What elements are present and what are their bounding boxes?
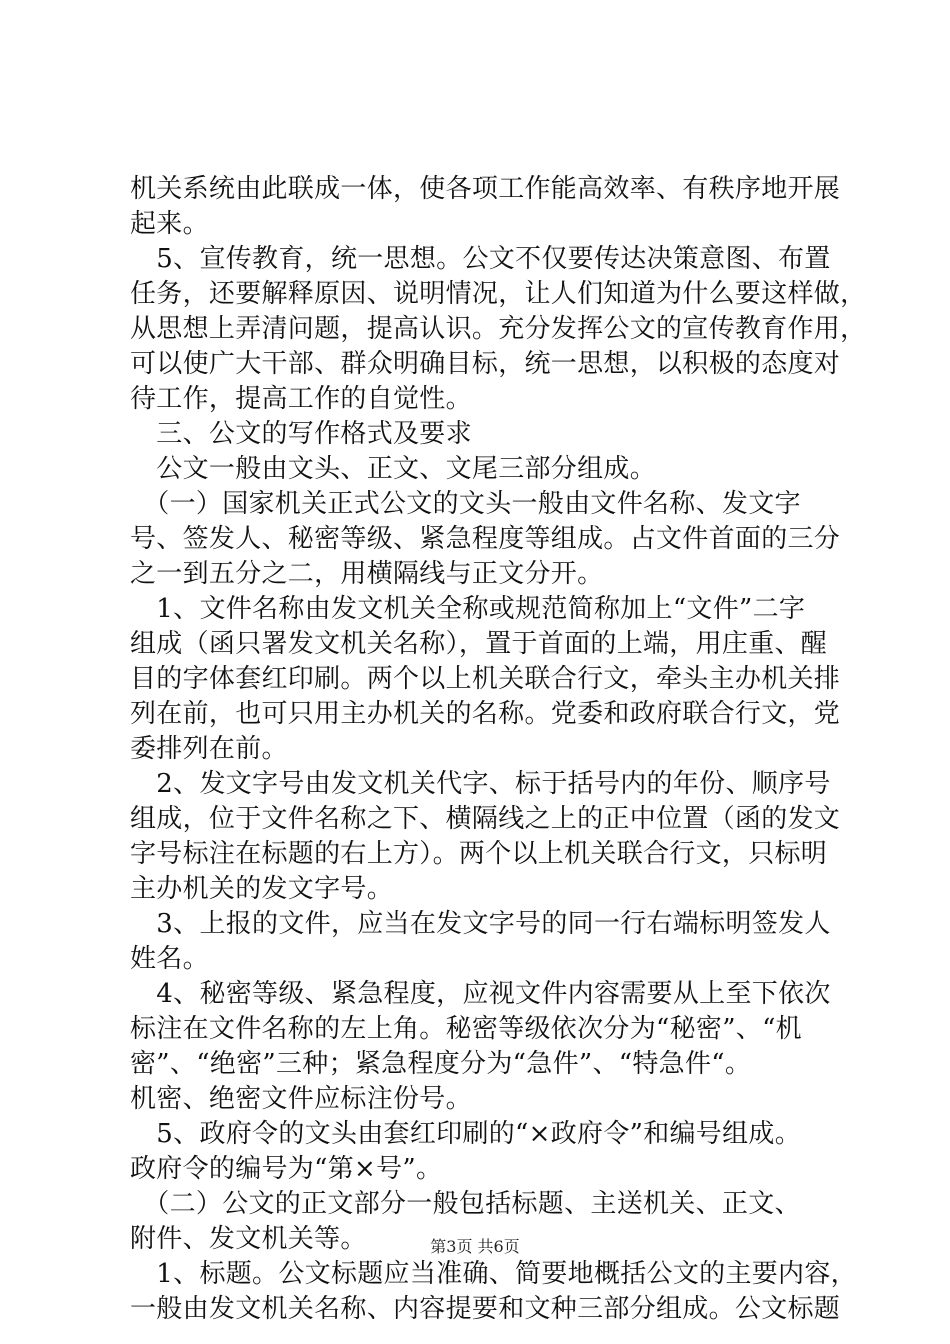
- text-line: 姓名。: [130, 944, 209, 974]
- text-line: 待工作，提高工作的自觉性。: [130, 384, 472, 414]
- text-line: 组成（函只署发文机关名称），置于首面的上端，用庄重、醒: [130, 629, 828, 659]
- text-line: （一）国家机关正式公文的文头一般由文件名称、发文字: [130, 489, 801, 519]
- text-line: 机密、绝密文件应标注份号。: [130, 1084, 472, 1114]
- text-line: 之一到五分之二，用横隔线与正文分开。: [130, 559, 604, 589]
- text-line: 委排列在前。: [130, 734, 288, 764]
- text-line: 主办机关的发文字号。: [130, 874, 394, 904]
- text-line: 机关系统由此联成一体，使各项工作能高效率、有秩序地开展: [130, 174, 841, 204]
- text-line: 公文一般由文头、正文、文尾三部分组成。: [130, 454, 657, 484]
- text-line: 列在前，也可只用主办机关的名称。党委和政府联合行文，党: [130, 699, 841, 729]
- text-line: 目的字体套红印刷。两个以上机关联合行文，牵头主办机关排: [130, 664, 841, 694]
- text-line: 字号标注在标题的右上方）。两个以上机关联合行文，只标明: [130, 839, 828, 869]
- text-line: 三、公文的写作格式及要求: [130, 419, 472, 449]
- document-body: [130, 172, 867, 1327]
- text-line: 1、文件名称由发文机关全称或规范简称加上“文件”二字: [130, 594, 806, 624]
- text-line: 3、上报的文件，应当在发文字号的同一行右端标明签发人: [130, 909, 831, 939]
- text-line: 密”、“绝密”三种；紧急程度分为“急件”、“特急件“。: [130, 1049, 752, 1079]
- text-line: 一般由发文机关名称、内容提要和文种三部分组成。公文标题: [130, 1294, 841, 1324]
- text-line: 1、标题。公文标题应当准确、简要地概括公文的主要内容，: [130, 1259, 857, 1289]
- text-line: 5、政府令的文头由套红印刷的“×政府令”和编号组成。: [130, 1119, 802, 1149]
- text-line: 任务，还要解释原因、说明情况，让人们知道为什么要这样做，: [130, 279, 867, 309]
- text-line: 4、秘密等级、紧急程度，应视文件内容需要从上至下依次: [130, 979, 831, 1009]
- text-line: （二）公文的正文部分一般包括标题、主送机关、正文、: [130, 1189, 801, 1219]
- page-footer: [0, 1236, 950, 1258]
- text-line: 起来。: [130, 209, 209, 239]
- text-line: 附件、发文机关等。: [130, 1224, 367, 1254]
- text-line: 从思想上弄清问题，提高认识。充分发挥公文的宣传教育作用，: [130, 314, 867, 344]
- text-line: 5、宣传教育，统一思想。公文不仅要传达决策意图、布置: [130, 244, 831, 274]
- text-line: 号、签发人、秘密等级、紧急程度等组成。占文件首面的三分: [130, 524, 841, 554]
- text-line: 政府令的编号为“第×号”。: [130, 1154, 443, 1184]
- text-line: 2、发文字号由发文机关代字、标于括号内的年份、顺序号: [130, 769, 831, 799]
- text-line: 组成，位于文件名称之下、横隔线之上的正中位置（函的发文: [130, 804, 841, 834]
- text-line: 标注在文件名称的左上角。秘密等级依次分为“秘密”、“机: [130, 1014, 802, 1044]
- page-number: 第3页 共6页: [430, 1237, 520, 1256]
- text-line: 可以使广大干部、群众明确目标，统一思想，以积极的态度对: [130, 349, 841, 379]
